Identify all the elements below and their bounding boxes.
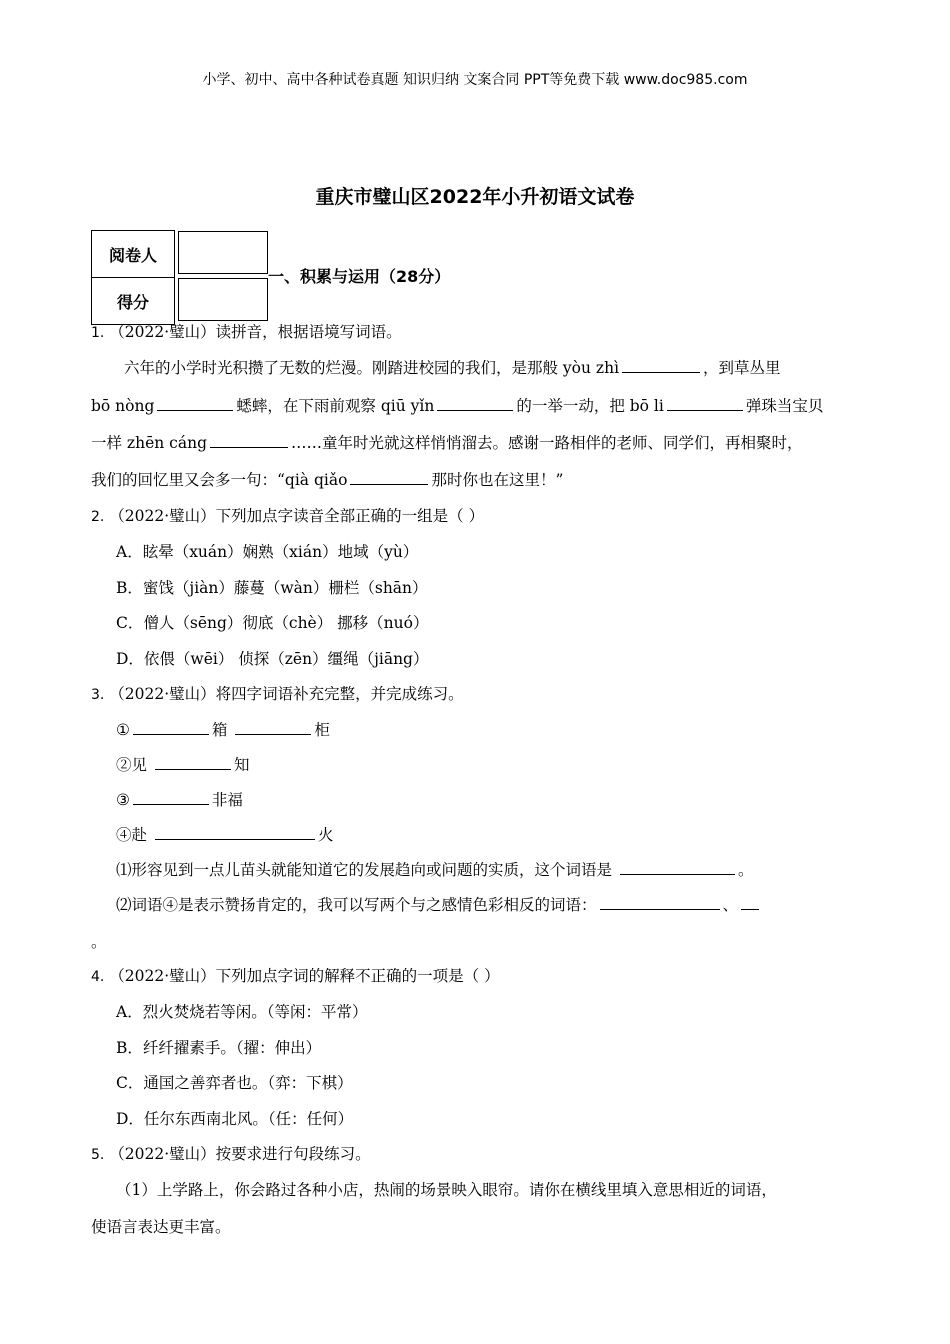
score-label: 得分 [92,278,175,325]
question-4-option-a[interactable]: A．烈火焚烧若等闲。（等闲：平常） [116,1003,368,1021]
answer-blank[interactable] [741,894,759,911]
score-cell[interactable] [178,278,268,321]
question-4-option-d[interactable]: D．任尔东西南北风。（任：任何） [116,1110,354,1128]
section-heading: 一、积累与运用（28分） [268,267,451,286]
question-5-para-2: 使语言表达更丰富。 [91,1218,231,1236]
question-5-para-1: （1）上学路上，你会路过各种小店，热闹的场景映入眼帘。请你在横线里填入意思相近的词语， [116,1181,777,1199]
answer-blank[interactable] [210,432,288,449]
answer-blank[interactable] [620,859,735,876]
answer-blank[interactable] [350,469,428,486]
reviewer-cell[interactable] [178,231,268,274]
question-1-line-2: bō nòng 蟋蟀，在下雨前观察 qiū yǐn 的一举一动，把 bō li 弹珠当宝贝 [91,394,823,416]
answer-blank[interactable] [157,395,233,412]
answer-blank[interactable] [622,357,700,374]
question-2-option-b[interactable]: B．蜜饯（jiàn）藤蔓（wàn）栅栏（shān） [116,579,428,597]
question-1-line-1: 六年的小学时光积攒了无数的烂漫。刚踏进校园的我们，是那般 yòu zhì ，到草丛里 [124,356,781,378]
question-1-line-3: 一样 zhēn cáng ……童年时光就这样悄悄溜去。感谢一路相伴的老师、同学们，再相聚时， [91,431,803,453]
answer-blank[interactable] [667,395,743,412]
score-table [91,230,272,325]
question-3-item-2: ②见 知 [116,753,249,775]
question-3-sub-2: ⑵词语④是表示赞扬肯定的，我可以写两个与之感情色彩相反的词语： 、 [116,893,762,915]
answer-blank[interactable] [155,824,315,841]
exam-title: 重庆市璧山区2022年小升初语文试卷 [315,186,635,208]
question-2-stem: 2. （2022·璧山）下列加点字读音全部正确的一组是（ ） [91,507,485,525]
question-4-option-b[interactable]: B．纤纤擢素手。（擢：伸出） [116,1039,322,1057]
question-2-option-a[interactable]: A．眩晕（xuán）娴熟（xián）地域（yù） [116,543,419,561]
question-1-line-4: 我们的回忆里又会多一句：“qià qiǎo 那时你也在这里！” [91,468,563,490]
question-1-stem: 1. （2022·璧山）读拼音，根据语境写词语。 [91,323,402,341]
question-3-item-1: ① 箱 柜 [116,718,330,740]
answer-blank[interactable] [133,789,209,806]
answer-blank[interactable] [437,395,513,412]
answer-blank[interactable] [133,719,209,736]
answer-blank[interactable] [600,894,720,911]
question-2-option-d[interactable]: D．依偎（wēi） 侦探（zēn）缰绳（jiāng） [116,650,429,668]
page-header: 小学、初中、高中各种试卷真题 知识归纳 文案合同 PPT等免费下载 www.doc985.com [202,72,748,88]
answer-blank[interactable] [235,719,311,736]
question-4-option-c[interactable]: C．通国之善弈者也。（弈：下棋） [116,1074,353,1092]
question-4-stem: 4. （2022·璧山）下列加点字词的解释不正确的一项是（ ） [91,967,500,985]
reviewer-label: 阅卷人 [92,231,175,278]
question-3-sub-1: ⑴形容见到一点儿苗头就能知道它的发展趋向或问题的实质，这个词语是 。 [116,858,753,880]
question-3-stem: 3. （2022·璧山）将四字词语补充完整，并完成练习。 [91,685,464,703]
question-2-option-c[interactable]: C．僧人（sēng）彻底（chè） 挪移（nuó） [116,614,429,632]
question-3-sub-2-end: 。 [91,933,107,951]
question-5-stem: 5. （2022·璧山）按要求进行句段练习。 [91,1145,371,1163]
answer-blank[interactable] [155,754,231,771]
question-3-item-4: ④赴 火 [116,823,333,845]
question-3-item-3: ③ 非福 [116,788,243,810]
